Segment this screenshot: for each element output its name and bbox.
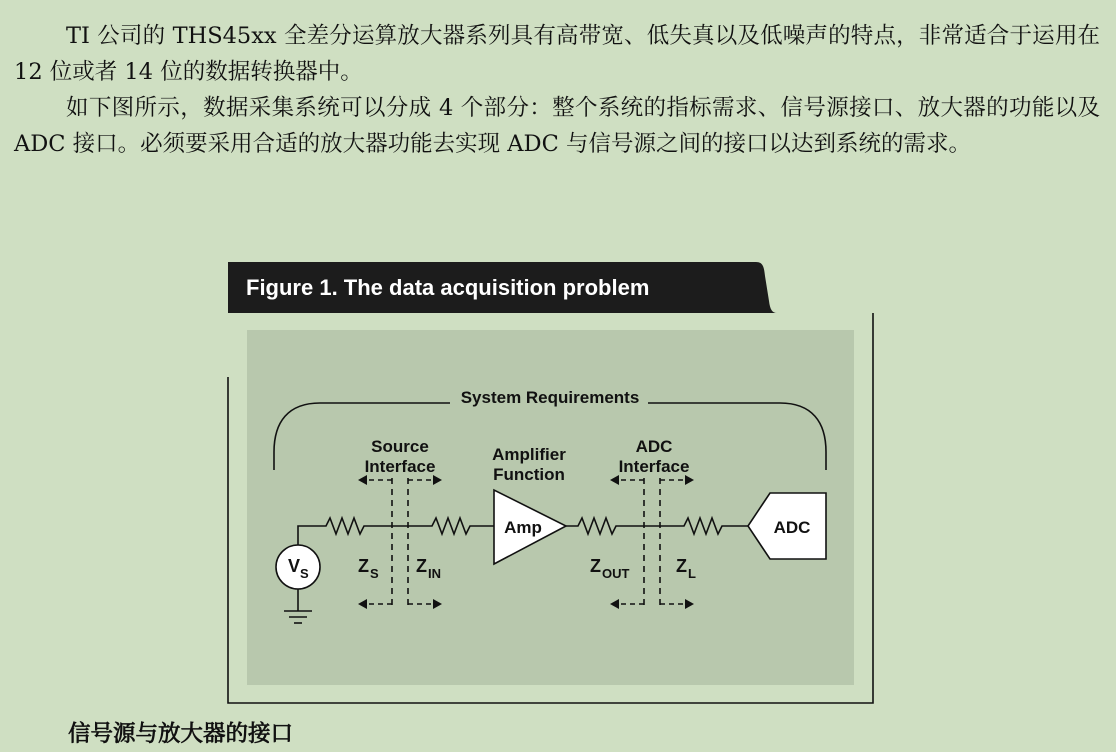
adc-interface-label-2: Interface [618,457,690,476]
next-section-heading: 信号源与放大器的接口 [68,721,294,747]
zs-main: Z [358,556,369,576]
zout-main: Z [590,556,601,576]
body-text [14,18,1100,162]
adc-label: ADC [773,518,811,537]
adc-interface-label-1: ADC [635,437,673,456]
amplifier-function-label-2: Function [493,465,565,484]
paragraph-1: TI 公司的 THS45xx 全差分运算放大器系列具有高带宽、低失真以及低噪声的特点，非常适合于运用在 12 位或者 14 位的数据转换器中。 [14,23,1100,85]
zin-main: Z [416,556,427,576]
zl-main: Z [676,556,687,576]
zin-sub: IN [428,566,441,581]
figure-title: Figure 1. The data acquisition problem [246,275,650,300]
next-section-heading-cut [16,716,1096,747]
source-interface-label-1: Source [371,437,429,456]
zs-sub: S [370,566,379,581]
source-interface-label-2: Interface [364,457,436,476]
paragraph-2: 如下图所示，数据采集系统可以分成 4 个部分：整个系统的指标需求、信号源接口、放大器的功能以及 ADC 接口。必须要采用合适的放大器功能去实现 ADC 与信号源之间的接口以达到系统的需求。 [14,95,1100,157]
vs-main: V [288,556,301,576]
zl-sub: L [688,566,696,581]
figure-1 [228,262,876,706]
amplifier-function-label-1: Amplifier [492,445,566,464]
amp-label: Amp [504,518,542,537]
vs-sub: S [300,566,309,581]
figure-1-diagram [228,262,876,706]
system-requirements-label: System Requirements [460,388,640,407]
zout-sub: OUT [602,566,630,581]
